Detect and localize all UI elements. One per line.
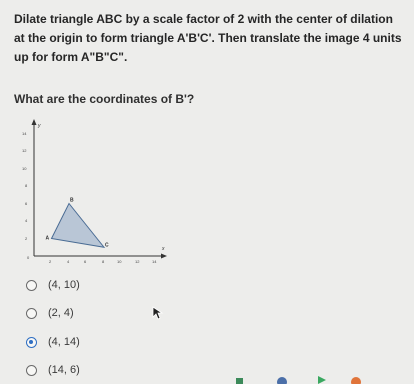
answer-option-label: (14, 6) — [48, 364, 80, 376]
answer-option-label: (4, 10) — [48, 279, 80, 291]
y-tick-label: 2 — [25, 236, 28, 241]
x-axis-label: x — [162, 246, 165, 252]
x-axis-arrow — [161, 254, 167, 259]
x-tick-label: 6 — [84, 259, 87, 264]
answer-option-2[interactable] — [26, 304, 74, 322]
taskbar-icons — [0, 370, 414, 384]
cursor-arrow-icon — [152, 306, 164, 320]
x-tick-labels — [49, 259, 157, 264]
radio-button[interactable] — [26, 280, 37, 291]
y-tick-label: 10 — [22, 166, 27, 171]
x-tick-label: 12 — [135, 259, 140, 264]
x-tick-label: 14 — [152, 259, 157, 264]
y-axis-label: y — [38, 123, 41, 129]
answer-option-3[interactable] — [26, 333, 80, 351]
x-tick-label: 4 — [67, 259, 70, 264]
y-tick-label: 14 — [22, 131, 27, 136]
question-prompt: What are the coordinates of B'? — [14, 92, 195, 106]
x-tick-label: 8 — [102, 259, 105, 264]
answer-option-1[interactable] — [26, 276, 80, 294]
taskbar-app-icon[interactable] — [351, 377, 361, 384]
answer-option-label: (4, 14) — [48, 336, 80, 348]
y-tick-label: 0 — [27, 255, 30, 260]
y-axis-arrow — [32, 119, 37, 125]
triangle-abc — [52, 204, 105, 248]
y-tick-labels — [22, 131, 30, 260]
radio-button[interactable] — [26, 337, 37, 348]
x-tick-label: 10 — [117, 259, 122, 264]
taskbar-app-icon[interactable] — [318, 376, 326, 384]
y-tick-label: 4 — [25, 218, 28, 223]
y-tick-label: 6 — [25, 201, 28, 206]
taskbar-app-icon[interactable] — [277, 377, 287, 384]
taskbar-app-icon[interactable] — [236, 378, 243, 384]
point-label-c: C — [105, 242, 109, 249]
question-text: Dilate triangle ABC by a scale factor of 2 with the center of dilation at the origin to form triangle A'B'C'. Then translate the image 4 units up for form A"B"C". — [14, 12, 402, 64]
y-tick-label: 8 — [25, 183, 28, 188]
coordinate-graph — [20, 118, 170, 268]
point-label-a: A — [45, 235, 50, 242]
answer-option-label: (2, 4) — [48, 307, 74, 319]
point-label-b: B — [70, 197, 74, 204]
x-tick-label: 2 — [49, 259, 52, 264]
y-tick-label: 12 — [22, 148, 27, 153]
radio-button[interactable] — [26, 308, 37, 319]
